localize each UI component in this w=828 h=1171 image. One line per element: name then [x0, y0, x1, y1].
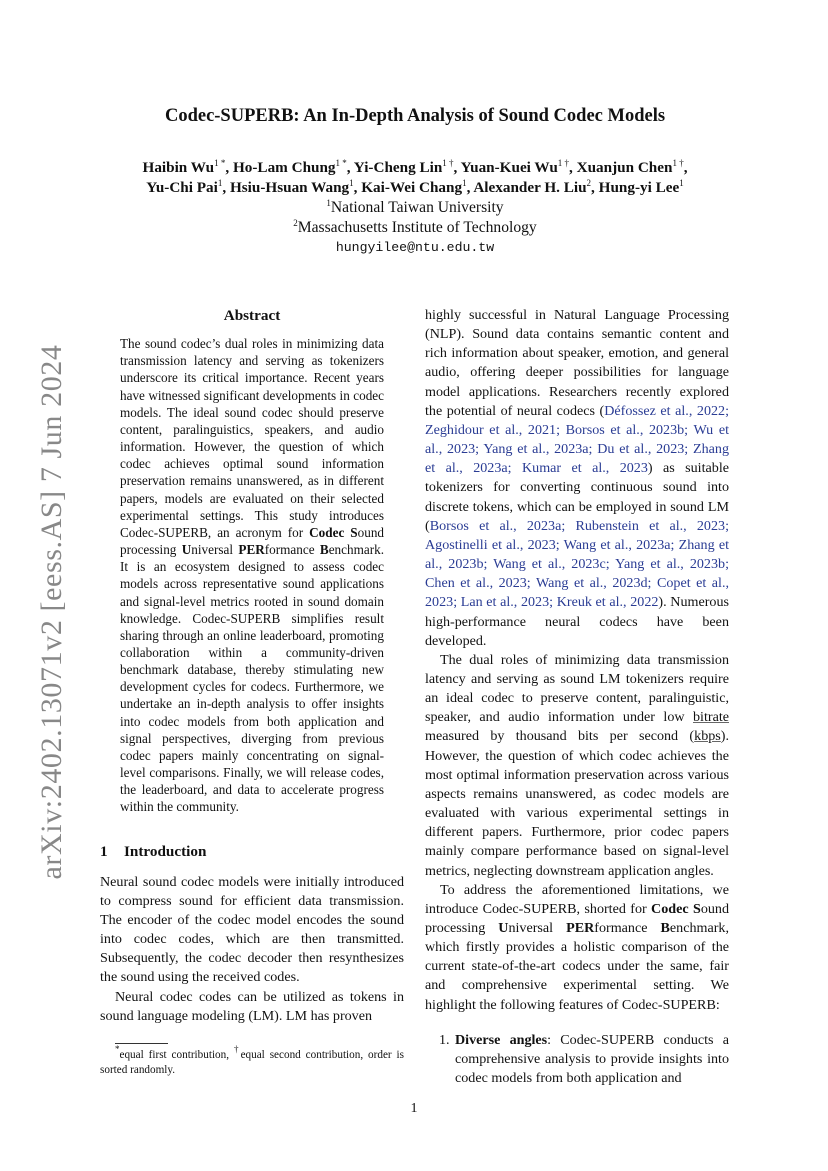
- author-name: Ho-Lam Chung: [232, 159, 336, 176]
- author-name: Alexander H. Liu: [473, 179, 587, 196]
- footnote: *equal first contribution, †equal second contribution, order is sorted randomly.: [100, 1044, 405, 1076]
- footnote-rule: [115, 1043, 168, 1044]
- author-name: Kai-Wei Chang: [361, 179, 463, 196]
- author-name: Hsiu-Hsuan Wang: [229, 179, 350, 196]
- left-column: [100, 306, 404, 1026]
- author-name: Yuan-Kuei Wu: [460, 159, 558, 176]
- author-name: Yu-Chi Pai: [146, 179, 218, 196]
- body-paragraph: To address the aforementioned limitations, we introduce Codec-SUPERB, shorted for Codec Sound processing Universal PERformance Benchmark, which firstly provides a holistic comparison of the current state-of-the-art codecs under the same, fair and comprehensive experimental setting. We highlight the following features of Codec-SUPERB:: [425, 881, 729, 1013]
- paper-header: [100, 104, 730, 258]
- right-column: [425, 306, 729, 1088]
- author-list: Haibin $Wu^{1 *}$, Ho-Lam Chung$^{1 *}$, Yi-Cheng Lin$^{1 \dagger}$, Yuan-Kuei $Wu^{1 \dagger}$, Xuanjun Chen$^{1 \dagger}$, Yu-Chi Pai$^1$, Hsiu-Hsuan Wang$^1$, Kai-Wei Chang$^1$, Alexander H. Liu$^2$, Hung-yi Lee$^1$: [142, 158, 688, 196]
- body-paragraph: The dual roles of minimizing data transmission latency and serving as sound LM tokenizers require an ideal codec to preserve content, paralinguistic, speaker, and audio information under low bitrate measured by thousand bits per second (kbps). However, the question of which codec achieves the most optimal information preservation across various aspects remains unanswered, as codec models are evaluated with various experimental settings in different papers. Furthermore, prior codec papers mainly compare performance based on signal-level metrics, neglecting downstream application angles.: [425, 651, 729, 879]
- citation-link[interactable]: Borsos et al., 2023a; Rubenstein et al., 2023; Agostinelli et al., 2023; Wang et al., 2023a; Zhang et al., 2023b; Wang et al., 2023c; Yang et al., 2023b; Chen et al., 2023; Wang et al., 2023d; Copet et al., 2023; Lan et al., 2023; Kreuk et al., 2022: [425, 517, 729, 611]
- citation-link[interactable]: Défossez et al., 2022; Zeghidour et al., 2021; Borsos et al., 2023b; Wu et al., 2023; Yang et al., 2023a; Du et al., 2023; Zhang et al., 2023a; Kumar et al., 2023: [425, 402, 729, 477]
- contact-email[interactable]: hungyilee@ntu.edu.tw: [335, 240, 495, 255]
- glossary-link[interactable]: bitrate: [693, 709, 729, 726]
- author-name: Haibin Wu: [142, 159, 215, 176]
- paper-title: Codec-SUPERB: An In-Depth Analysis of Sound Codec Models: [164, 106, 666, 126]
- abstract-text: The sound codec’s dual roles in minimizing data transmission latency and serving as tokenizers underscore its critical importance. Recent years have witnessed significant developments in codec models. The ideal sound codec should preserve content, paralinguistics, speakers, and audio information. However, the question of which codec achieves optimal sound information preservation remains unanswered, as in different papers, models are evaluated on their selected experimental settings. This study introduces Codec-SUPERB, an acronym for Codec Sound processing Universal PERformance Benchmark. It is an ecosystem designed to assess codec models across representative sound applications and signal-level metrics rooted in sound domain knowledge. Codec-SUPERB simplifies result sharing through an online leaderboard, promoting collaboration within a community-driven benchmark database, thereby stimulating new development cycles for codecs. Furthermore, we undertake an in-depth analysis to offer insights into codec models from both application and signal perspectives, diverging from previous codec papers mainly concentrating on signal-level comparisons. Finally, we will release codes, the leaderboard, and data to accelerate progress within the community.: [120, 336, 384, 815]
- glossary-link[interactable]: kbps: [694, 728, 721, 745]
- affiliation-2: $^2$Massachusetts Institute of Technology: [293, 218, 537, 236]
- section-heading: 1 Introduction: [100, 842, 207, 860]
- affiliation-1: $^1$National Taiwan University: [326, 198, 504, 216]
- body-paragraph: Neural codec codes can be utilized as tokens in sound language modeling (LM). LM has proven: [100, 988, 404, 1024]
- author-name: Xuanjun Chen: [576, 159, 673, 176]
- author-name: Yi-Cheng Lin: [353, 159, 443, 176]
- feature-list: [425, 1031, 729, 1088]
- page-number: 1: [410, 1101, 418, 1116]
- author-name: Hung-yi Lee: [598, 179, 680, 196]
- body-paragraph: Neural sound codec models were initially introduced to compress sound for efficient data transmission. The encoder of the codec model encodes the sound into codec codes, which are then transmitted. Subsequently, the codec decoder then resynthesizes the sound using the received codes.: [100, 873, 404, 986]
- list-item: 1. Diverse angles: Codec-SUPERB conducts a comprehensive analysis to provide insights into codec models from both application and: [439, 1031, 729, 1087]
- abstract-heading: Abstract: [223, 307, 281, 324]
- arxiv-stamp: arXiv:2402.13071v2 [eess.AS] 7 Jun 2024: [35, 344, 68, 880]
- body-paragraph: highly successful in Natural Language Processing (NLP). Sound data contains semantic content and rich information about speaker, emotion, and general audio, offering deeper possibilities for language model applications. Researchers recently explored the potential of neural codecs (Défossez et al., 2022; Zeghidour et al., 2021; Borsos et al., 2023b; Wu et al., 2023; Yang et al., 2023a; Du et al., 2023; Zhang et al., 2023a; Kumar et al., 2023) as suitable tokenizers for converting continuous sound into discrete tokens, which can be employed in sound LM (Borsos et al., 2023a; Rubenstein et al., 2023; Agostinelli et al., 2023; Wang et al., 2023a; Zhang et al., 2023b; Wang et al., 2023c; Yang et al., 2023b; Chen et al., 2023; Wang et al., 2023d; Copet et al., 2023; Lan et al., 2023; Kreuk et al., 2022). Numerous high-performance neural codecs have been developed.: [425, 307, 729, 649]
